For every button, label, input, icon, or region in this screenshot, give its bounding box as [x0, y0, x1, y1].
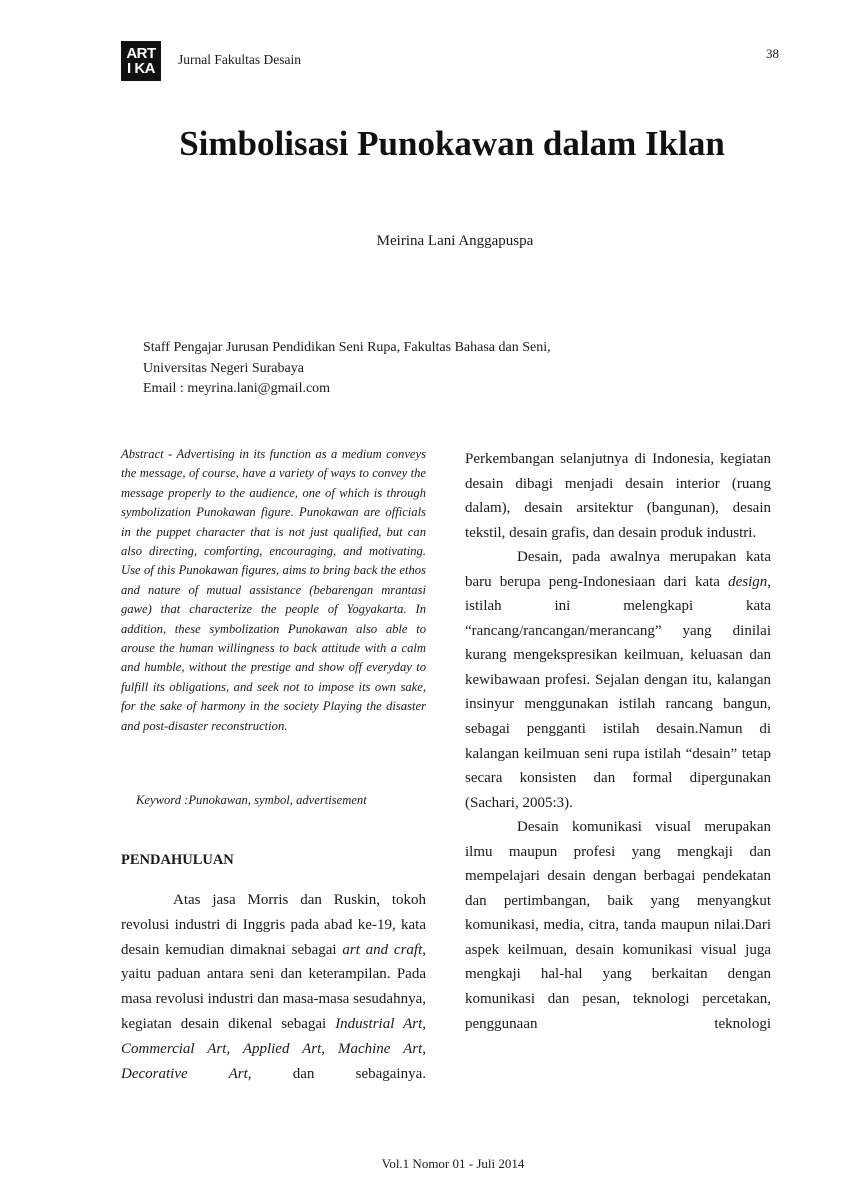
affiliation-line: Universitas Negeri Surabaya: [143, 360, 304, 376]
author-name: Meirina Lani Anggapuspa: [376, 233, 534, 249]
text-run: , dan sebagainya.: [247, 1065, 426, 1082]
affiliation-block: [143, 338, 551, 400]
affiliation-line: Staff Pengajar Jurusan Pendidikan Seni Rupa, Fakultas Bahasa dan Seni,: [143, 340, 551, 355]
page-footer: Vol.1 Nomor 01 - Juli 2014: [381, 1156, 525, 1171]
text-run: Atas jasa Morris dan Ruskin, tokoh revolusi industri di Inggris pada abad ke-19, kata desain kemudian dimaknai sebagai: [121, 892, 426, 958]
journal-logo: [121, 41, 161, 81]
body-paragraph: Perkembangan selanjutnya di Indonesia, kegiatan desain dibagi menjadi desain interior (ruang dalam), desain arsitektur (bangunan), desain tekstil, desain grafis, dan desain produk industri.: [465, 451, 771, 541]
paper-title: Simbolisasi Punokawan dalam Iklan: [179, 124, 725, 163]
left-column-body: [121, 888, 426, 1086]
body-paragraph: Desain komunikasi visual merupakan ilmu maupun profesi yang mengkaji dan mempelajari desain dengan berbagai pendekatan dan pertimbangan, baik yang menyangkut komunikasi, media, citra, tanda maupun nilai.Dari aspek keilmuan, desain komunikasi visual juga mengkaji hal-hal yang berkaitan dengan komunikasi dan pesan, teknologi percetakan, penggunaan teknologi: [465, 819, 771, 1032]
italic-text: Industrial Art, Commercial Art, Applied Art, Machine Art, Decorative Art: [121, 1015, 426, 1082]
abstract-text: Abstract - Advertising in its function as a medium conveys the message, of course, have a variety of ways to convey the message properly to the audience, one of which is through symbolization Punokawan figure. Punokawan are officials in the puppet character that is not just qualified, but can also directing, comforting, encouraging, and motivating. Use of this Punokawan figures, aims to bring back the ethos and nature of mutual assistance (bebarengan mrantasi gawe) that characterize the people of Yogyakarta. In addition, these symbolization Punokawan also able to arouse the human willingness to back attitude with a calm and humble, without the prestige and show off everyday to fulfill its obligations, and seek not to impose its own sake, for the sake of harmony in the society Playing the disaster and post-disaster reconstruction.: [121, 447, 426, 733]
text-run: Desain, pada awalnya merupakan kata baru berupa peng-Indonesiaan dari kata: [465, 549, 771, 590]
author-email: Email : meyrina.lani@gmail.com: [143, 381, 331, 396]
logo-line-1: ART: [126, 45, 156, 62]
body-paragraph: [121, 888, 426, 1086]
right-column-body: [465, 447, 771, 1036]
body-paragraph: [465, 545, 771, 815]
journal-name: Jurnal Fakultas Desain: [178, 52, 301, 67]
italic-text: art and craft: [342, 941, 423, 958]
logo-line-2: I KA: [127, 60, 155, 77]
page-number: 38: [766, 46, 779, 61]
keywords: Keyword :Punokawan, symbol, advertisement: [136, 793, 367, 807]
text-run: , yaitu paduan antara seni dan keterampilan. Pada masa revolusi industri dan masa-masa sesudahnya, kegiatan desain dikenal sebagai: [121, 941, 426, 1032]
text-run: , istilah ini melengkapi kata “rancang/rancangan/merancang” yang dinilai kurang mengekspresikan keilmuan, keluasan dan kewibawaan profesi. Sejalan dengan itu, kalangan insinyur menggunakan istilah rancang bangun, sebagai pengganti istilah desain.Namun di kalangan keilmuan seni rupa istilah “desain” tetap secara konsisten dan formal dipergunakan (Sachari, 2005:3).: [465, 573, 771, 811]
italic-text: design: [728, 573, 768, 590]
section-heading: PENDAHULUAN: [121, 852, 234, 868]
